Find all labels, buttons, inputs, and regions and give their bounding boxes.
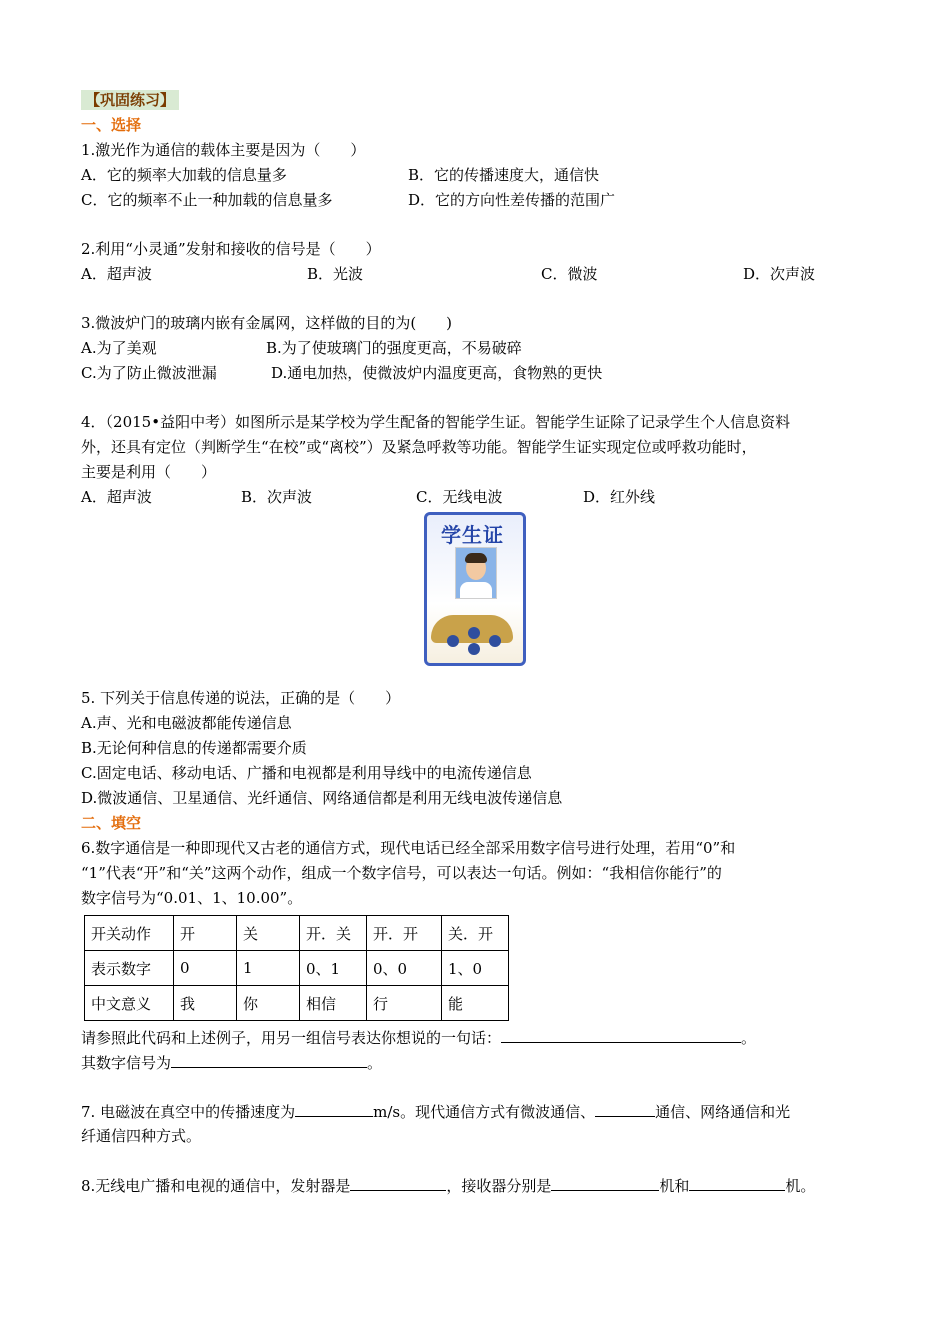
option-a: A．超声波 [81,488,152,506]
question-4-line1: 4．（2015•益阳中考）如图所示是某学校为学生配备的智能学生证。智能学生证除了记录学生个人信息资料 [81,413,791,431]
question-6-answer-line2 [81,1050,881,1075]
table-cell: 开 [174,916,237,951]
option-c: C.固定电话、移动电话、广播和电视都是利用导线中的电流传递信息 [81,764,532,782]
card-title: 学生证 [441,523,504,547]
prompt-text: 机和 [659,1177,690,1195]
table-cell: 0 [174,951,237,986]
option-b: B．光波 [307,265,364,283]
table-cell: 能 [442,986,509,1021]
table-cell: 1、0 [442,951,509,986]
table-cell: 0、0 [367,951,442,986]
question-3-stem: 3.微波炉门的玻璃内嵌有金属网，这样做的目的为( ) [81,314,453,332]
question-1-options-row1 [81,163,881,188]
prompt-text: m/s。现代通信方式有微波通信、 [373,1103,596,1121]
question-1-options-row2 [81,188,881,213]
answer-blank[interactable] [350,1173,446,1191]
question-4-line3: 主要是利用（ ） [81,463,217,481]
prompt-text: 通信、网络通信和光 [655,1103,791,1121]
section-choice-heading [81,113,881,138]
table-cell: 行 [367,986,442,1021]
question-4-options [81,485,881,510]
card-buttons [447,627,503,657]
punctuation: 。 [367,1054,383,1072]
option-d: D．次声波 [743,265,816,283]
option-b: B.无论何种信息的传递都需要介质 [81,739,307,757]
option-b: B.为了使玻璃门的强度更高，不易破碎 [266,339,522,357]
prompt-text: 机。 [785,1177,816,1195]
option-a: A．它的频率大加载的信息量多 [81,166,287,184]
option-b: B．它的传播速度大，通信快 [408,166,600,184]
question-1-stem: 1.激光作为通信的载体主要是因为（ ） [81,141,366,159]
question-6-answer-line1 [81,1025,881,1050]
question-3-options-row2 [81,361,881,386]
table-row [85,986,509,1021]
prompt-text: 7. 电磁波在真空中的传播速度为 [81,1103,296,1121]
header-line [81,88,881,113]
option-c: C．微波 [541,265,598,283]
prompt-text: 其数字信号为 [81,1054,172,1072]
answer-blank[interactable] [689,1173,785,1191]
worksheet [81,88,881,1198]
answer-blank[interactable] [295,1099,373,1117]
student-card-figure [81,510,881,670]
code-table [84,915,509,1021]
answer-blank[interactable] [595,1099,655,1117]
section-title: 一、选择 [81,116,142,134]
prompt-text: ，接收器分别是 [446,1177,552,1195]
question-6-line3: 数字信号为“0.01、1、10.00”。 [81,889,303,907]
option-c: C．无线电波 [416,488,503,506]
table-row [85,951,509,986]
table-cell: 关 [237,916,300,951]
question-7-line1 [81,1099,881,1124]
question-6-line2: “1”代表“开”和“关”这两个动作，组成一个数字信号，可以表达一句话。例如：“我相信你能行”的 [81,864,722,882]
table-cell: 中文意义 [85,986,174,1021]
table-cell: 开．开 [367,916,442,951]
table-cell: 你 [237,986,300,1021]
student-photo [455,547,497,599]
table-cell: 1 [237,951,300,986]
question-5-stem: 5. 下列关于信息传递的说法，正确的是（ ） [81,689,401,707]
table-cell: 开．关 [300,916,367,951]
option-d: D.通电加热，使微波炉内温度更高，食物熟的更快 [271,364,603,382]
option-c: C．它的频率不止一种加载的信息量多 [81,191,333,209]
option-b: B．次声波 [241,488,313,506]
answer-blank[interactable] [501,1025,741,1043]
question-6-line1: 6.数字通信是一种即现代又古老的通信方式，现代电话已经全部采用数字信号进行处理，若用“0”和 [81,839,736,857]
answer-blank[interactable] [171,1050,367,1068]
option-d: D.微波通信、卫星通信、光纤通信、网络通信都是利用无线电波传递信息 [81,789,563,807]
punctuation: 。 [741,1029,757,1047]
question-4-line2: 外，还具有定位（判断学生“在校”或“离校”）及紧急呼救等功能。智能学生证实现定位或呼救功能时， [81,438,757,456]
option-c: C.为了防止微波泄漏 [81,364,217,382]
student-id-card-image [424,512,526,666]
practice-tag: 【巩固练习】 [81,90,179,110]
prompt-text: 8.无线电广播和电视的通信中，发射器是 [81,1177,351,1195]
section-title: 二、填空 [81,814,142,832]
option-a: A.为了美观 [81,339,157,357]
table-row [85,916,509,951]
option-a: A．超声波 [81,265,152,283]
table-cell: 我 [174,986,237,1021]
option-a: A.声、光和电磁波都能传递信息 [81,714,292,732]
answer-blank[interactable] [551,1173,659,1191]
question-3-options-row1 [81,336,881,361]
section-fill-heading [81,811,881,836]
question-2-options [81,262,881,287]
question-8-line [81,1173,881,1198]
option-d: D．它的方向性差传播的范围广 [408,191,616,209]
table-cell: 0、1 [300,951,367,986]
prompt-text: 请参照此代码和上述例子，用另一组信号表达你想说的一句话： [81,1029,502,1047]
table-cell: 关．开 [442,916,509,951]
table-cell: 开关动作 [85,916,174,951]
table-cell: 表示数字 [85,951,174,986]
option-d: D．红外线 [583,488,656,506]
question-2-stem: 2.利用“小灵通”发射和接收的信号是（ ） [81,240,381,258]
table-cell: 相信 [300,986,367,1021]
question-7-line2: 纤通信四种方式。 [81,1127,202,1145]
